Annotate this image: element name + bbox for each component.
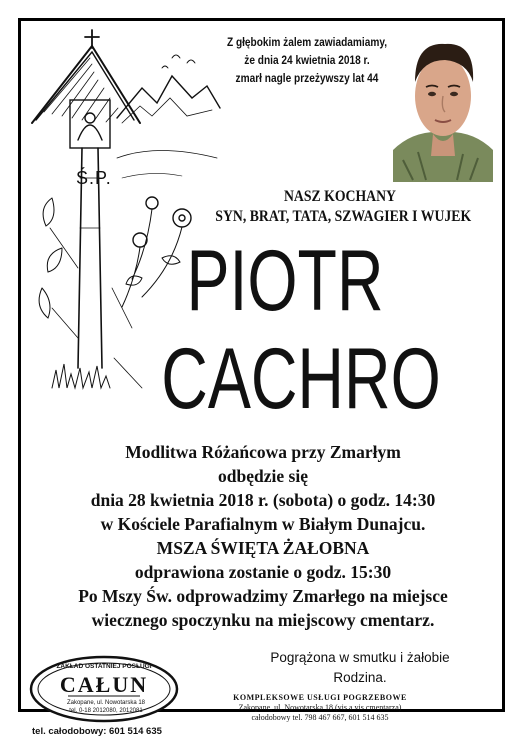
intro-line-2: że dnia 24 kwietnia 2018 r. xyxy=(244,55,370,67)
logo-address: Zakopane, ul. Nowotarska 18 xyxy=(66,700,146,706)
company-info xyxy=(190,693,450,723)
relation-line-2: SYN, BRAT, TATA, SZWAGIER I WUJEK xyxy=(215,208,472,225)
deceased-photo xyxy=(393,30,493,182)
service-line-5: MSZA ŚWIĘTA ŻAŁOBNA xyxy=(156,538,370,558)
logo-name: CAŁUN xyxy=(59,672,149,697)
service-line-2: odbędzie się xyxy=(218,466,308,486)
service-line-3: dnia 28 kwietnia 2018 r. (sobota) o godz. 14:30 xyxy=(90,490,436,510)
signature-line-2: Rodzina. xyxy=(333,670,387,685)
funeral-home-logo xyxy=(28,654,180,724)
logo-top-text: ZAKŁAD OSTATNIEJ POSŁUGI xyxy=(56,663,152,670)
intro-line-1: Z głębokim żalem zawiadamiamy, xyxy=(226,37,388,49)
first-name: PIOTR xyxy=(186,233,384,329)
service-line-6: odprawiona zostanie o godz. 15:30 xyxy=(134,562,392,582)
service-details xyxy=(30,440,496,632)
footer-phone: tel. całodobowy: 601 514 635 xyxy=(32,726,162,737)
signature-line-1: Pogrążona w smutku i żałobie xyxy=(270,650,450,665)
last-name: CACHRO xyxy=(161,331,441,427)
relation-line-1: NASZ KOCHANY xyxy=(283,188,396,205)
company-line-2: Zakopane, ul. Nowotarska 18 (vis a vis cmentarza) xyxy=(238,703,402,712)
company-line-3: całodobowy tel. 798 467 667, 601 514 635 xyxy=(251,713,389,722)
family-signature xyxy=(255,648,465,688)
service-line-4: w Kościele Parafialnym w Białym Dunajcu. xyxy=(100,514,426,534)
intro-line-3: zmarł nagle przeżywszy lat 44 xyxy=(235,73,379,85)
company-line-1: KOMPLEKSOWE USŁUGI POGRZEBOWE xyxy=(233,693,407,702)
initials-label: Ś.P. xyxy=(76,168,112,188)
announcement-intro xyxy=(223,34,390,88)
service-line-8: wiecznego spoczynku na miejscowy cmentarz. xyxy=(91,610,435,630)
service-line-7: Po Mszy Św. odprowadzimy Zmarłego na miejsce xyxy=(78,586,448,606)
logo-phones: tel. 0-18 2012080, 2012081 xyxy=(69,708,143,714)
service-line-1: Modlitwa Różańcowa przy Zmarłym xyxy=(125,442,401,462)
relation-text xyxy=(195,187,485,227)
